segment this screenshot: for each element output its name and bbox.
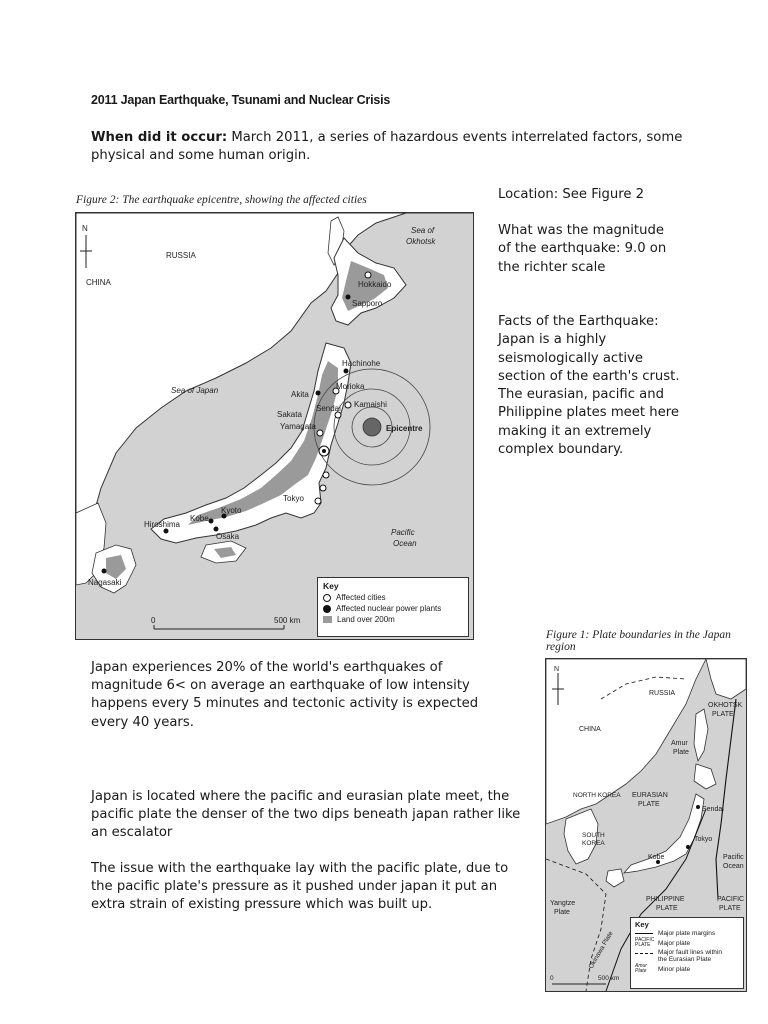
figure-1-key [630, 917, 744, 989]
sendai-label: Sendai [702, 806, 724, 813]
key-row-affected-cities [323, 593, 463, 602]
city-dot-coast-2 [320, 485, 326, 491]
key-fault-lines [658, 949, 722, 963]
facts-heading: Facts of the Earthquake: [498, 314, 659, 329]
page-title: 2011 Japan Earthquake, Tsunami and Nuclear Crisis [91, 93, 391, 107]
key-row-major-margins [635, 930, 739, 937]
key-row-major-plate [635, 938, 739, 948]
key-title: Key [323, 581, 339, 591]
fault-line-west [546, 859, 606, 991]
philippine-label-1: PHILIPPINE [646, 896, 685, 903]
figure-2-caption: Figure 2: The earthquake epicentre, showing the affected cities [76, 194, 367, 206]
pacific-plate-sample-2: PLATE [635, 942, 651, 948]
yamagata-label: Yamagata [280, 422, 316, 431]
figure-2-map [75, 212, 474, 640]
pacific-plate-sample-1: PACIFIC [635, 937, 655, 943]
epicentre-marker [363, 418, 381, 436]
pacific-plate-label-1: PACIFIC [717, 896, 745, 903]
pacific-ocean-label-1: Pacific [723, 854, 744, 861]
amur-sample-1: Amur [635, 963, 647, 969]
dashed-line-icon [635, 953, 653, 954]
facts-block [498, 313, 683, 459]
facts-paragraph-1: Japan is a highly seismologically active section of the earth's crust. [498, 332, 680, 384]
akita-label: Akita [291, 390, 309, 399]
body-paragraph-1: Japan experiences 20% of the world's earthquakes of magnitude 6< on average an earthquake of low intensity happens every 5 minutes and tectonic activity is expected every 40 years. [91, 660, 479, 730]
key-major-margins: Major plate margins [658, 930, 716, 937]
city-dot-tokyo [315, 498, 321, 504]
sea-okhotsk-label-1: Sea of [411, 226, 435, 235]
figure-1-map [545, 658, 747, 992]
tokyo-label: Tokyo [283, 494, 304, 503]
north-korea-label: NORTH KOREA [573, 792, 621, 799]
okhotsk-label-1: OKHOTSK [708, 702, 743, 709]
philippine-label-2: PLATE [656, 905, 678, 912]
city-dot-akita [316, 391, 321, 396]
body-paragraph-2: Japan is located where the pacific and eurasian plate meet, the pacific plate the denser of the two dips beneath japan rather like an escalator [91, 789, 521, 841]
osaka-label: Osaka [216, 532, 240, 541]
city-dot-kobe [209, 519, 214, 524]
scale-label-500: 500 km [598, 975, 620, 982]
key-row-land [323, 615, 463, 624]
key-fault-lines-2: the Eurasian Plate [658, 956, 712, 963]
key-row-nuclear [323, 604, 463, 613]
amur-label-1: Amur [671, 740, 688, 747]
intro-text: March 2011, a series of hazardous events interrelated factors, some physical and some human origin. [91, 130, 683, 163]
china-label: CHINA [86, 278, 111, 287]
russia-label: RUSSIA [166, 251, 196, 260]
facts-paragraph-2: The eurasian, pacific and Philippine plates meet here making it an extremely complex boundary. [498, 387, 679, 458]
scale-label-0: 0 [151, 616, 156, 625]
solid-line-icon [635, 933, 653, 934]
city-dot-sendai [696, 805, 700, 809]
body-paragraph-3: The issue with the earthquake lay with the pacific plate, due to the pacific plate's pressure as it pushed under japan it put an extra strain of existing pressure which was built up. [91, 861, 509, 913]
sea-japan-label: Sea of Japan [171, 386, 219, 395]
key-row-minor-plate [635, 964, 739, 974]
city-dot-yamagata [317, 430, 323, 436]
sendai-label: Sendai [316, 404, 341, 413]
city-dot-nagasaki [102, 569, 107, 574]
radiation-icon [323, 605, 331, 613]
intro-label: When did it occur: [91, 130, 228, 145]
key-minor-plate: Minor plate [658, 965, 691, 973]
north-label: N [82, 224, 88, 233]
key-major-plate: Major plate [658, 939, 691, 947]
city-dot-tokyo [686, 845, 690, 849]
okhotsk-label-2: PLATE [712, 711, 734, 718]
yangtze-label-2: Plate [554, 909, 570, 916]
south-korea-label-1: SOUTH [582, 832, 605, 839]
hiroshima-label: Hiroshima [144, 520, 181, 529]
sapporo-label: Sapporo [352, 299, 383, 308]
north-label: N [554, 666, 560, 673]
honshu-island [624, 794, 704, 873]
figure-2-key [317, 577, 469, 637]
open-circle-icon [323, 594, 331, 602]
amur-sample-2: Plate [635, 968, 647, 974]
pacific-plate-sample [635, 938, 653, 948]
kamchatka-coast [706, 659, 746, 699]
grey-swatch-icon [323, 616, 332, 623]
location-text: Location: See Figure 2 [498, 187, 645, 202]
kamaishi-label: Kamaishi [354, 400, 387, 409]
sakata-label: Sakata [277, 410, 302, 419]
scale-label-500: 500 km [274, 616, 301, 625]
okinawa-plate-label: Okinawa Plate [587, 930, 615, 970]
scale-label-0: 0 [550, 975, 554, 982]
sea-okhotsk-label-2: Okhotsk [406, 237, 436, 246]
key-affected-cities: Affected cities [336, 593, 386, 602]
china-label: CHINA [579, 726, 601, 733]
city-dot-hokkaido [365, 272, 371, 278]
japan-epicentre-map [76, 213, 473, 639]
epicentre-label: Epicentre [386, 424, 423, 433]
magnitude-text: What was the magnitude of the earthquake: 9.0 on the richter scale [498, 223, 667, 275]
sakhalin-island [694, 709, 708, 761]
city-dot-sapporo [346, 295, 351, 300]
yangtze-label-1: Yangtze [550, 900, 576, 907]
pacific-ocean-label-2: Ocean [393, 539, 417, 548]
city-dot-hiroshima [164, 529, 169, 534]
pacific-plate-label-2: PLATE [719, 905, 741, 912]
city-dot-hachinohe [344, 369, 349, 374]
city-dot-osaka [214, 527, 219, 532]
kobe-label: Kobe [648, 854, 665, 861]
key-nuclear: Affected nuclear power plants [336, 604, 442, 613]
eurasian-label-2: PLATE [638, 801, 660, 808]
figure-1-caption: Figure 1: Plate boundaries in the Japan region [546, 629, 731, 653]
pacific-ocean-label-1: Pacific [391, 528, 415, 537]
tokyo-label: Tokyo [694, 836, 713, 843]
kobe-label: Kobe [190, 514, 209, 523]
key-title: Key [635, 920, 649, 929]
eurasian-label-1: EURASIAN [632, 792, 668, 799]
amur-plate-sample [635, 964, 653, 974]
morioka-label: Morioka [336, 382, 365, 391]
south-korea-label-2: KOREA [582, 840, 605, 847]
kyoto-label: Kyoto [221, 506, 242, 515]
russia-label: RUSSIA [649, 690, 676, 697]
nagasaki-label: Nagasaki [88, 578, 122, 587]
pacific-ocean-label-2: Ocean [723, 863, 744, 870]
intro-paragraph [91, 129, 691, 165]
nuclear-plant-core [322, 449, 326, 453]
hachinohe-label: Hachinohe [342, 359, 381, 368]
kyushu-island [606, 869, 624, 887]
key-land: Land over 200m [337, 615, 395, 624]
hokkaido-label: Hokkaido [358, 280, 392, 289]
amur-label-2: Plate [673, 749, 689, 756]
city-dot-coast-1 [323, 472, 329, 478]
hokkaido-island [694, 764, 716, 789]
city-dot-kamaishi [345, 402, 351, 408]
key-fault-lines-1: Major fault lines within [658, 949, 722, 956]
key-row-fault-lines [635, 949, 739, 963]
